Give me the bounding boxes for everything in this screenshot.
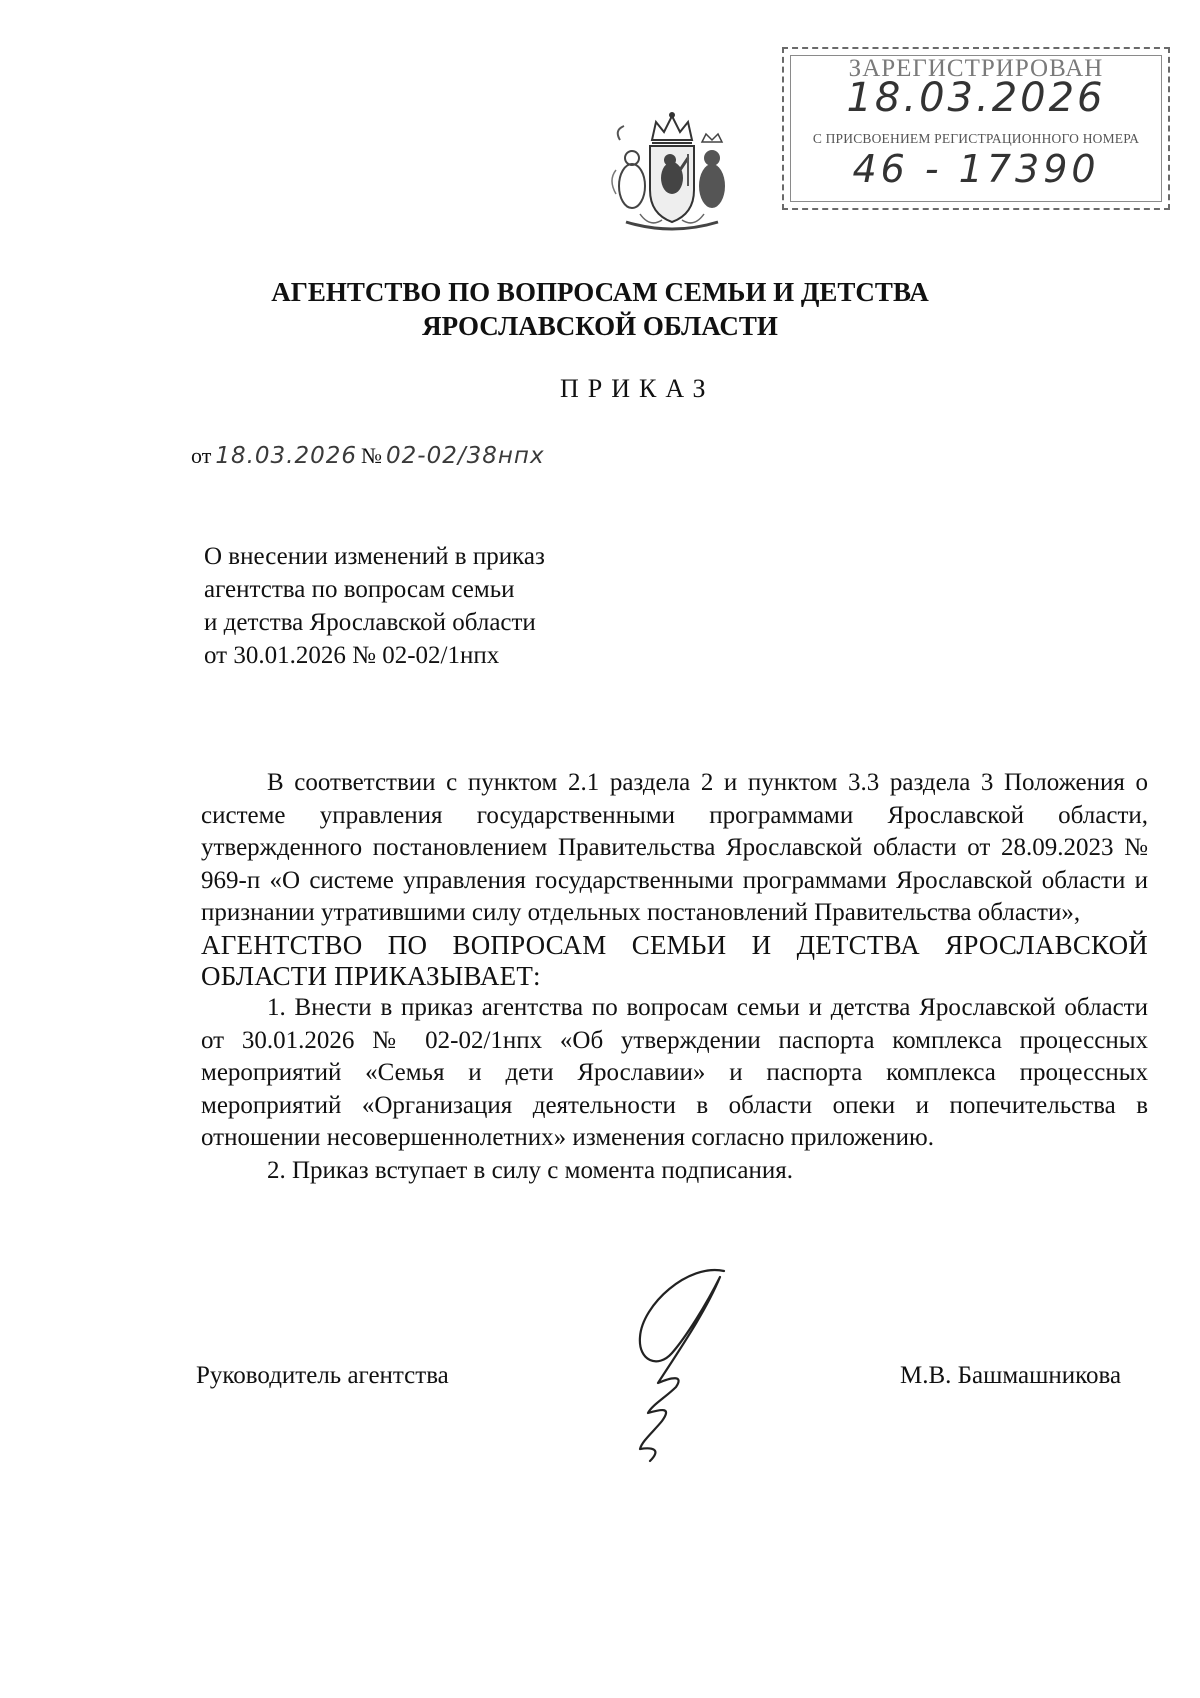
order-date-number (191, 443, 545, 477)
signatory-role: Руководитель агентства (196, 1362, 449, 1389)
subject-line-3: и детства Ярославской области (204, 609, 536, 636)
registration-stamp (782, 47, 1170, 210)
subject-line-1: О внесении изменений в приказ (204, 543, 545, 570)
stamp-registration-number: 46 - 17390 (852, 147, 1100, 191)
body-item-1: 1. Внести в приказ агентства по вопросам семьи и детства Ярославской области от 30.01.2026 № 02-02/1нпх «Об утверждении паспорта комплекса процессных мероприятий «Семья и дети Ярославии» и паспорта комплекса процессных мероприятий «Организация деятельности в области опеки и попечительства в отношении несовершеннолетних» изменения согласно приложению. (201, 993, 1148, 1152)
order-subject (204, 540, 545, 672)
order-number-label: № (361, 443, 383, 468)
handwritten-signature-icon (628, 1265, 758, 1485)
agency-heading (160, 275, 1040, 343)
body-item-2: 2. Приказ вступает в силу с момента подписания. (267, 1156, 793, 1184)
body-agency-orders: АГЕНТСТВО ПО ВОПРОСАМ СЕМЬИ И ДЕТСТВА ЯРОСЛАВСКОЙ ОБЛАСТИ ПРИКАЗЫВАЕТ: (201, 929, 1148, 991)
order-body (201, 767, 1148, 1188)
agency-heading-line-1: АГЕНТСТВО ПО ВОПРОСАМ СЕМЬИ И ДЕТСТВА (271, 277, 929, 307)
order-number: 02-02/38нпх (386, 443, 545, 469)
signatory-name: М.В. Башмашникова (900, 1362, 1122, 1389)
agency-heading-line-2: ЯРОСЛАВСКОЙ ОБЛАСТИ (422, 311, 778, 341)
coat-of-arms-icon (606, 110, 738, 238)
subject-line-4: от 30.01.2026 № 02-02/1нпх (204, 642, 500, 669)
stamp-date: 18.03.2026 (846, 75, 1106, 121)
stamp-caption: С ПРИСВОЕНИЕМ РЕГИСТРАЦИОННОГО НОМЕРА (812, 131, 1140, 146)
stamp-title: ЗАРЕГИСТРИРОВАН (848, 55, 1104, 82)
order-date: 18.03.2026 (215, 443, 358, 469)
document-type: ПРИКАЗ (560, 374, 715, 403)
body-preamble: В соответствии с пунктом 2.1 раздела 2 и пунктом 3.3 раздела 3 Положения о системе управления государственными программами Ярославской области, утвержденного постановлением Правительства Ярославской области от 28.09.2023 № 969-п «О системе управления государственными программами Ярославской области и признании утратившими силу отдельных постановлений Правительства области», (201, 769, 1148, 927)
order-from-label: от (191, 443, 212, 468)
subject-line-2: агентства по вопросам семьи (204, 576, 515, 603)
